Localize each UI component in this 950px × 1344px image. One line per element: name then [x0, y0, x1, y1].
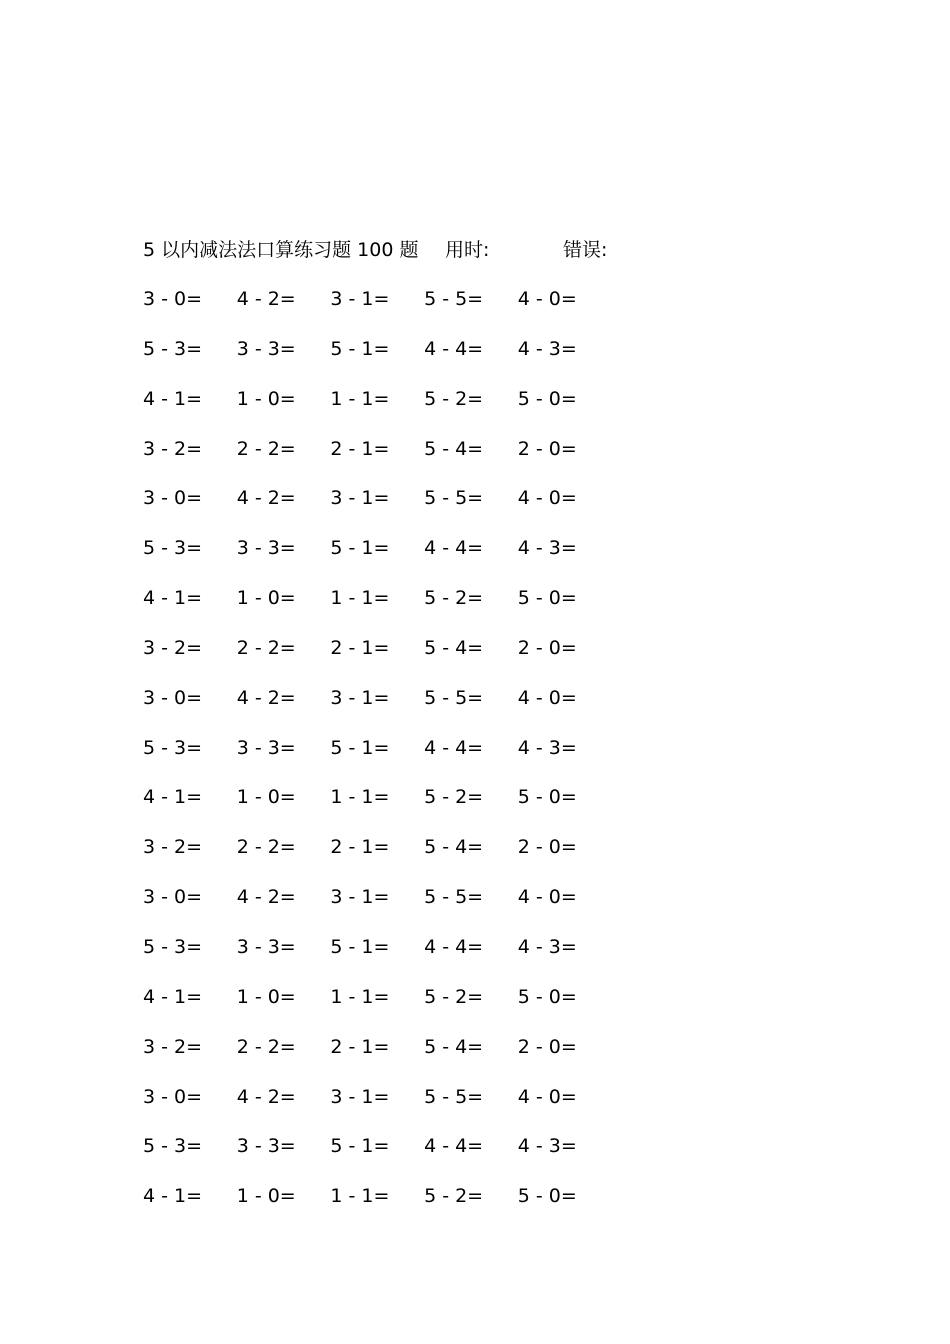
problem-row — [143, 883, 611, 933]
subtraction-problem: 3 - 3= — [236, 337, 296, 360]
subtraction-problem: 1 - 0= — [236, 786, 296, 809]
subtraction-problem: 3 - 2= — [143, 1035, 203, 1058]
subtraction-problem: 4 - 0= — [517, 487, 577, 510]
subtraction-problem: 5 - 2= — [424, 786, 484, 809]
subtraction-problem: 1 - 1= — [330, 1185, 390, 1208]
subtraction-problem: 4 - 4= — [424, 537, 484, 560]
subtraction-problem: 5 - 0= — [517, 786, 577, 809]
worksheet-title: 5 以内减法法口算练习题 100 题 — [143, 239, 419, 261]
subtraction-problem: 2 - 2= — [236, 1035, 296, 1058]
subtraction-problem: 2 - 1= — [330, 437, 390, 460]
subtraction-problem: 5 - 5= — [424, 1085, 484, 1108]
subtraction-problem: 1 - 1= — [330, 587, 390, 610]
subtraction-problem: 4 - 0= — [517, 686, 577, 709]
subtraction-problem: 4 - 1= — [143, 587, 203, 610]
subtraction-problem: 5 - 3= — [143, 337, 203, 360]
subtraction-problem: 4 - 2= — [236, 686, 296, 709]
subtraction-problem: 2 - 1= — [330, 1035, 390, 1058]
subtraction-problem: 3 - 1= — [330, 686, 390, 709]
subtraction-problem: 4 - 1= — [143, 1185, 203, 1208]
subtraction-problem: 5 - 4= — [424, 836, 484, 859]
subtraction-problem: 3 - 1= — [330, 288, 390, 310]
subtraction-problem: 5 - 0= — [517, 1185, 577, 1208]
subtraction-problem: 5 - 2= — [424, 587, 484, 610]
subtraction-problem: 5 - 4= — [424, 437, 484, 460]
subtraction-problem: 4 - 0= — [517, 886, 577, 909]
subtraction-problem: 1 - 1= — [330, 985, 390, 1008]
subtraction-problem: 5 - 2= — [424, 985, 484, 1008]
subtraction-problem: 5 - 4= — [424, 1035, 484, 1058]
subtraction-problem: 2 - 2= — [236, 636, 296, 659]
subtraction-problem: 1 - 0= — [236, 387, 296, 410]
problem-row — [143, 1132, 611, 1182]
subtraction-problem: 2 - 0= — [517, 836, 577, 859]
subtraction-problem: 5 - 0= — [517, 985, 577, 1008]
subtraction-problem: 5 - 5= — [424, 288, 484, 310]
subtraction-problem: 3 - 0= — [143, 1085, 203, 1108]
error-count-label: 错误: — [563, 239, 608, 261]
subtraction-problem: 3 - 1= — [330, 487, 390, 510]
subtraction-problem: 3 - 0= — [143, 288, 203, 310]
subtraction-problem: 5 - 1= — [330, 1135, 390, 1158]
subtraction-problem: 2 - 1= — [330, 836, 390, 859]
problem-row — [143, 783, 611, 833]
subtraction-problem: 5 - 1= — [330, 935, 390, 958]
problem-row — [143, 684, 611, 734]
subtraction-problem: 3 - 0= — [143, 487, 203, 510]
subtraction-problem: 4 - 1= — [143, 786, 203, 809]
subtraction-problem: 4 - 0= — [517, 288, 577, 310]
subtraction-problem: 4 - 2= — [236, 886, 296, 909]
subtraction-problem: 3 - 0= — [143, 886, 203, 909]
subtraction-problem: 4 - 2= — [236, 288, 296, 310]
subtraction-problem: 3 - 3= — [236, 537, 296, 560]
problem-row — [143, 584, 611, 634]
subtraction-problem: 1 - 0= — [236, 1185, 296, 1208]
subtraction-problem: 1 - 1= — [330, 387, 390, 410]
problem-row — [143, 1182, 611, 1232]
problem-row — [143, 484, 611, 534]
subtraction-problem: 3 - 2= — [143, 836, 203, 859]
subtraction-problem: 4 - 3= — [517, 337, 577, 360]
subtraction-problem: 4 - 3= — [517, 537, 577, 560]
problem-row — [143, 634, 611, 684]
subtraction-problem: 3 - 1= — [330, 1085, 390, 1108]
subtraction-problem: 2 - 0= — [517, 636, 577, 659]
subtraction-problem: 4 - 2= — [236, 487, 296, 510]
subtraction-problem: 3 - 2= — [143, 437, 203, 460]
subtraction-problem: 1 - 0= — [236, 985, 296, 1008]
subtraction-problem: 4 - 2= — [236, 1085, 296, 1108]
subtraction-problem: 4 - 3= — [517, 935, 577, 958]
problem-row — [143, 833, 611, 883]
problem-row — [143, 1033, 611, 1083]
subtraction-problem: 4 - 1= — [143, 387, 203, 410]
subtraction-problem: 5 - 0= — [517, 587, 577, 610]
problem-row — [143, 983, 611, 1033]
subtraction-problem: 2 - 0= — [517, 1035, 577, 1058]
subtraction-problem: 3 - 3= — [236, 1135, 296, 1158]
subtraction-problem: 5 - 2= — [424, 387, 484, 410]
time-used-label: 用时: — [445, 239, 490, 261]
problem-row — [143, 335, 611, 385]
subtraction-problem: 3 - 0= — [143, 686, 203, 709]
subtraction-problem: 1 - 0= — [236, 587, 296, 610]
subtraction-problem: 1 - 1= — [330, 786, 390, 809]
subtraction-problem: 3 - 3= — [236, 935, 296, 958]
subtraction-problem: 3 - 2= — [143, 636, 203, 659]
subtraction-problem: 5 - 3= — [143, 537, 203, 560]
subtraction-problem: 5 - 5= — [424, 886, 484, 909]
problem-row — [143, 435, 611, 485]
problem-row — [143, 933, 611, 983]
subtraction-problem: 4 - 0= — [517, 1085, 577, 1108]
subtraction-problem: 5 - 0= — [517, 387, 577, 410]
problem-grid — [143, 285, 611, 1232]
subtraction-problem: 5 - 3= — [143, 1135, 203, 1158]
subtraction-problem: 4 - 1= — [143, 985, 203, 1008]
subtraction-problem: 4 - 4= — [424, 935, 484, 958]
subtraction-problem: 5 - 5= — [424, 686, 484, 709]
subtraction-problem: 2 - 0= — [517, 437, 577, 460]
subtraction-problem: 5 - 2= — [424, 1185, 484, 1208]
problem-row — [143, 534, 611, 584]
subtraction-problem: 4 - 3= — [517, 1135, 577, 1158]
subtraction-problem: 5 - 3= — [143, 736, 203, 759]
subtraction-problem: 4 - 4= — [424, 736, 484, 759]
subtraction-problem: 5 - 1= — [330, 537, 390, 560]
problem-row — [143, 285, 611, 335]
subtraction-problem: 4 - 4= — [424, 337, 484, 360]
subtraction-problem: 5 - 4= — [424, 636, 484, 659]
problem-row — [143, 385, 611, 435]
subtraction-problem: 5 - 5= — [424, 487, 484, 510]
subtraction-problem: 5 - 1= — [330, 337, 390, 360]
subtraction-problem: 4 - 3= — [517, 736, 577, 759]
problem-row — [143, 1083, 611, 1133]
subtraction-problem: 2 - 2= — [236, 437, 296, 460]
problem-row — [143, 734, 611, 784]
subtraction-problem: 3 - 3= — [236, 736, 296, 759]
subtraction-problem: 4 - 4= — [424, 1135, 484, 1158]
subtraction-problem: 2 - 1= — [330, 636, 390, 659]
subtraction-problem: 5 - 3= — [143, 935, 203, 958]
subtraction-problem: 2 - 2= — [236, 836, 296, 859]
subtraction-problem: 3 - 1= — [330, 886, 390, 909]
subtraction-problem: 5 - 1= — [330, 736, 390, 759]
